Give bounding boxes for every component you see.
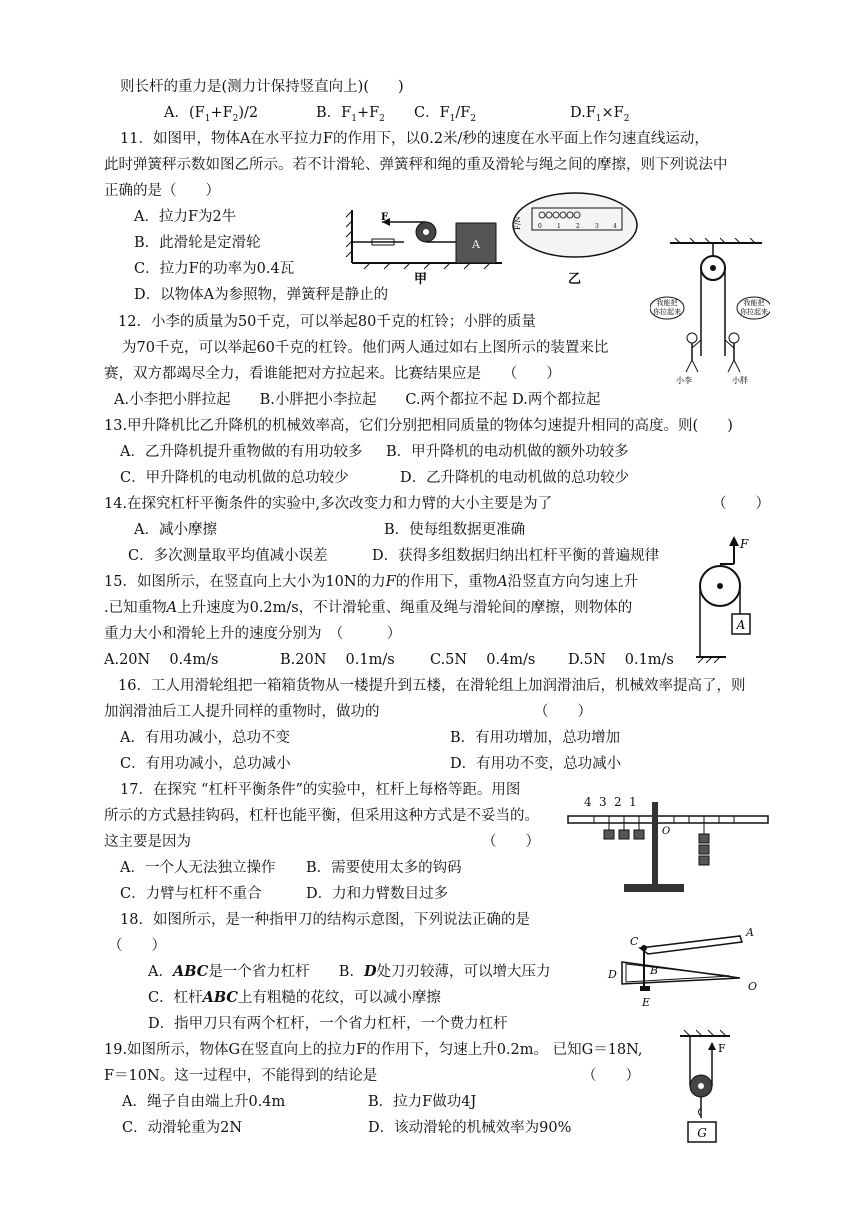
- figure-lever: [564, 790, 774, 898]
- tug-left-bubble-2: 你拉起来: [653, 308, 681, 316]
- figure-q19-pulley: [674, 1030, 746, 1148]
- q16-stem-2: 加润滑油后工人提升同样的重物时，做功的: [104, 704, 380, 720]
- q15-option-a: A.20N 0.4m/s: [104, 652, 219, 668]
- q16-option-b: B．有用功增加，总功增加: [450, 730, 621, 746]
- q14-paren: （ ）: [712, 496, 770, 512]
- q18-option-c: C．杠杆ABC上有粗糙的花纹，可以减小摩擦: [148, 989, 441, 1006]
- q11-option-b: B．此滑轮是定滑轮: [134, 235, 261, 251]
- figure-yi: [510, 190, 650, 290]
- q12-stem-3: 赛，双方都竭尽全力，看谁能把对方拉起来。比赛结果应是 （ ）: [104, 366, 561, 382]
- q19-paren: （ ）: [582, 1068, 640, 1084]
- tug-right-bubble-2: 你拉起来: [740, 308, 768, 316]
- q17-option-c: C．力臂与杠杆不重合: [120, 886, 262, 902]
- q12-stem-2: 为70千克，可以举起60千克的杠铃。他们两人通过如右上图所示的装置来比: [122, 340, 609, 356]
- lever-mark-3: 3: [599, 795, 607, 809]
- q15-option-d: D.5N 0.1m/s: [568, 652, 674, 668]
- q12-stem-1: 12．小李的质量为50千克，可以举起80千克的杠铃；小胖的质量: [118, 314, 536, 330]
- q11-stem-1: 11．如图甲，物体A在水平拉力F的作用下，以0.2米/秒的速度在水平面上作匀速直线运动，: [120, 131, 709, 147]
- q19-option-c: C．动滑轮重为2N: [122, 1120, 243, 1136]
- q19-block-label: G: [697, 1126, 707, 1140]
- q13-stem: 13.甲升降机比乙升降机的机械效率高，它们分别把相同质量的物体匀速提升相同的高度。则( ): [104, 418, 733, 434]
- jia-label: 甲: [414, 272, 428, 287]
- q15-block-label: A: [736, 618, 746, 632]
- q17-stem-2: 所示的方式悬挂钩码，杠杆也能平衡，但采用这种方式是不妥当的。: [104, 808, 539, 824]
- jia-block-label: A: [472, 238, 480, 251]
- prev-question-tail: 则长杆的重力是(测力计保持竖直向上)( ): [120, 79, 404, 95]
- q11-option-c: C．拉力F的功率为0.4瓦: [134, 261, 295, 277]
- q16-option-d: D．有用功不变，总功减小: [450, 756, 622, 772]
- q17-stem-1: 17．在探究 “杠杆平衡条件”的实验中，杠杆上每格等距。用图: [120, 782, 521, 798]
- q18-option-ab: A．ABC是一个省力杠杆 B．D处刀刃较薄，可以增大压力: [148, 963, 551, 980]
- yi-label: 乙: [568, 272, 582, 287]
- prev-option-c: C．$F_1/F_2$: [414, 105, 477, 124]
- q11-stem-2: 此时弹簧秤示数如图乙所示。若不计滑轮、弹簧秤和绳的重及滑轮与绳之间的摩擦，则下列说法中: [104, 157, 728, 173]
- q15-option-c: C.5N 0.4m/s: [430, 652, 536, 668]
- clipper-label-e: E: [642, 996, 651, 1009]
- tug-right-bubble-1: 我能把: [743, 299, 765, 307]
- q11-stem-3: 正确的是（ ）: [104, 183, 220, 199]
- clipper-label-d: D: [608, 968, 617, 981]
- yi-tick-4: 4: [613, 223, 617, 230]
- clipper-label-b: B: [650, 964, 659, 977]
- q15-stem-1: 15．如图所示，在竖直向上大小为10N的力F的作用下，重物A沿竖直方向匀速上升: [104, 574, 639, 590]
- lever-pivot-label: O: [662, 826, 671, 837]
- yi-tick-1: 1: [557, 223, 561, 230]
- q16-option-c: C．有用功减小，总功减小: [120, 756, 291, 772]
- q16-stem-1: 16．工人用滑轮组把一箱箱货物从一楼提升到五楼，在滑轮组上加润滑油后，机械效率提高了，则: [118, 678, 746, 694]
- q18-paren: （ ）: [108, 938, 166, 954]
- q13-option-c: C．甲升降机的电动机做的总功较少: [120, 470, 349, 486]
- yi-tick-0: 0: [538, 223, 542, 230]
- q13-option-d: D．乙升降机的电动机做的总功较少: [400, 470, 630, 486]
- clipper-label-c: C: [630, 935, 639, 948]
- q19-stem-1: 19.如图所示，物体G在竖直向上的拉力F的作用下，匀速上升0.2m。 已知G＝18N,: [104, 1042, 643, 1058]
- q11-option-a: A．拉力F为2牛: [134, 209, 237, 225]
- figure-q15-pulley: [696, 534, 772, 664]
- q19-option-b: B．拉力F做功4J: [368, 1094, 477, 1110]
- figure-jia: [344, 205, 504, 290]
- q14-option-b: B．使每组数据更准确: [384, 522, 526, 538]
- q17-stem-3: 这主要是因为: [104, 834, 191, 850]
- q12-options: A.小李把小胖拉起 B.小胖把小李拉起 C.两个都拉不起 D.两个都拉起: [114, 392, 601, 408]
- q11-option-d: D．以物体A为参照物，弹簧秤是静止的: [134, 287, 389, 303]
- q19-option-d: D．该动滑轮的机械效率为90%: [368, 1120, 572, 1136]
- q18-stem: 18．如图所示，是一种指甲刀的结构示意图，下列说法正确的是: [120, 912, 530, 928]
- clipper-label-a: A: [746, 926, 754, 939]
- lever-mark-2: 2: [614, 795, 622, 809]
- lever-mark-1: 1: [629, 795, 637, 809]
- prev-option-a: A．$(F_1+F_2)/2$: [164, 105, 259, 124]
- q14-option-d: D．获得多组数据归纳出杠杆平衡的普遍规律: [372, 548, 660, 564]
- figure-nail-clipper: [600, 918, 768, 1010]
- lever-mark-4: 4: [584, 795, 592, 809]
- q15-force-label: F: [740, 537, 749, 551]
- q17-option-b: B．需要使用太多的钩码: [306, 860, 462, 876]
- q17-option-d: D．力和力臂数目过多: [306, 886, 449, 902]
- tug-left-name: 小李: [676, 376, 692, 385]
- yi-tick-3: 3: [595, 223, 599, 230]
- q16-paren: （ ）: [534, 704, 592, 720]
- prev-option-d: $D.F_1\times F_2$: [570, 105, 630, 124]
- q19-option-a: A．绳子自由端上升0.4m: [122, 1094, 286, 1110]
- q13-option-a: A．乙升降机提升重物做的有用功较多: [120, 444, 363, 460]
- q14-option-c: C．多次测量取平均值减小误差: [128, 548, 328, 564]
- q17-paren: （ ）: [482, 834, 540, 850]
- q15-stem-2: .已知重物A上升速度为0.2m/s，不计滑轮重、绳重及绳与滑轮间的摩擦，则物体的: [104, 600, 633, 616]
- tug-left-bubble-1: 我能把: [656, 299, 678, 307]
- tug-right-name: 小胖: [732, 376, 748, 385]
- q19-stem-2: F＝10N。这一过程中，不能得到的结论是: [104, 1068, 378, 1084]
- q14-stem: 14.在探究杠杆平衡条件的实验中,多次改变力和力臂的大小主要是为了: [104, 496, 553, 512]
- yi-tick-2: 2: [576, 223, 580, 230]
- figure-tug-pulley: [650, 238, 770, 388]
- q13-option-b: B．甲升降机的电动机做的额外功较多: [386, 444, 629, 460]
- jia-force-label: F: [381, 212, 389, 223]
- q19-force-label: F: [718, 1042, 726, 1055]
- q16-option-a: A．有用功减小，总功不变: [120, 730, 290, 746]
- q17-option-a: A．一个人无法独立操作: [120, 860, 276, 876]
- q15-option-b: B.20N 0.1m/s: [280, 652, 395, 668]
- q18-option-d: D．指甲刀只有两个杠杆，一个省力杠杆，一个费力杠杆: [148, 1016, 508, 1032]
- clipper-label-o: O: [748, 980, 758, 993]
- prev-option-b: B．$F_1+F_2$: [316, 105, 385, 124]
- yi-axis-label: F/N: [514, 216, 522, 230]
- q15-stem-3: 重力大小和滑轮上升的速度分别为 （ ）: [104, 626, 402, 642]
- q14-option-a: A．减小摩擦: [134, 522, 217, 538]
